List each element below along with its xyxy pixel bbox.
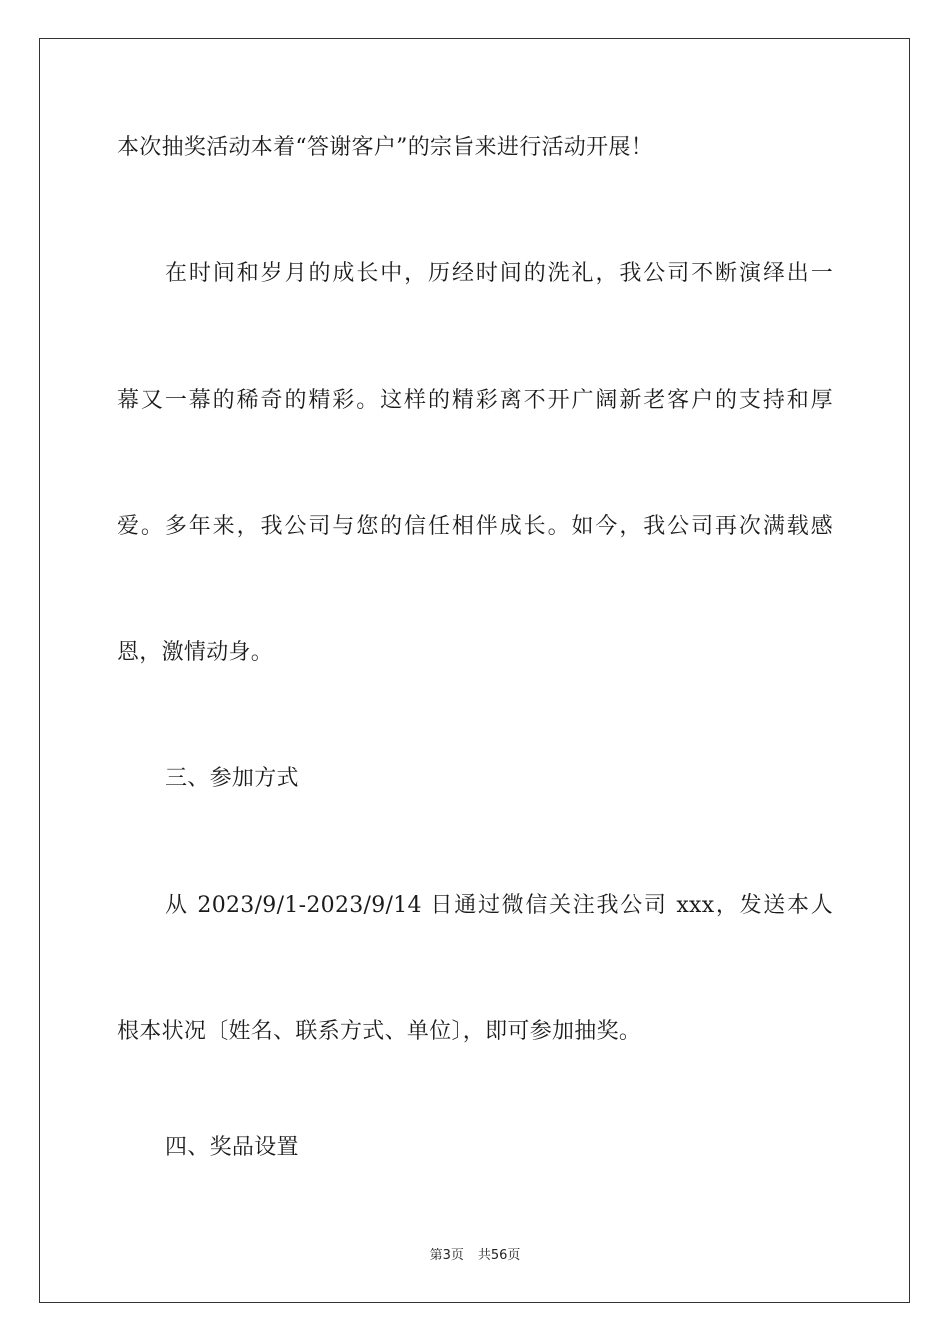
paragraph-line: 根本状况〔姓名、联系方式、单位〕，即可参加抽奖。 xyxy=(117,1019,642,1044)
paragraph-line: 幕又一幕的稀奇的精彩。这样的精彩离不开广阔新老客户的支持和厚 xyxy=(117,388,833,413)
paragraph-line: 从 2023/9/1-2023/9/14 日通过微信关注我公司 xxx，发送本人 xyxy=(165,893,833,918)
page-frame xyxy=(39,38,910,1303)
section-heading: 四、奖品设置 xyxy=(165,1135,299,1160)
paragraph-line: 本次抽奖活动本着“答谢客户”的宗旨来进行活动开展！ xyxy=(117,135,653,160)
paragraph-line: 恩，激情动身。 xyxy=(117,640,274,665)
page-total: 共56页 xyxy=(477,1248,521,1263)
section-heading: 三、参加方式 xyxy=(165,766,299,791)
page-number: 第3页 xyxy=(429,1248,464,1263)
page-footer xyxy=(0,1247,950,1265)
paragraph-line: 在时间和岁月的成长中，历经时间的洗礼，我公司不断演绎出一 xyxy=(165,261,833,286)
paragraph-line: 爱。多年来，我公司与您的信任相伴成长。如今，我公司再次满载感 xyxy=(117,514,833,539)
